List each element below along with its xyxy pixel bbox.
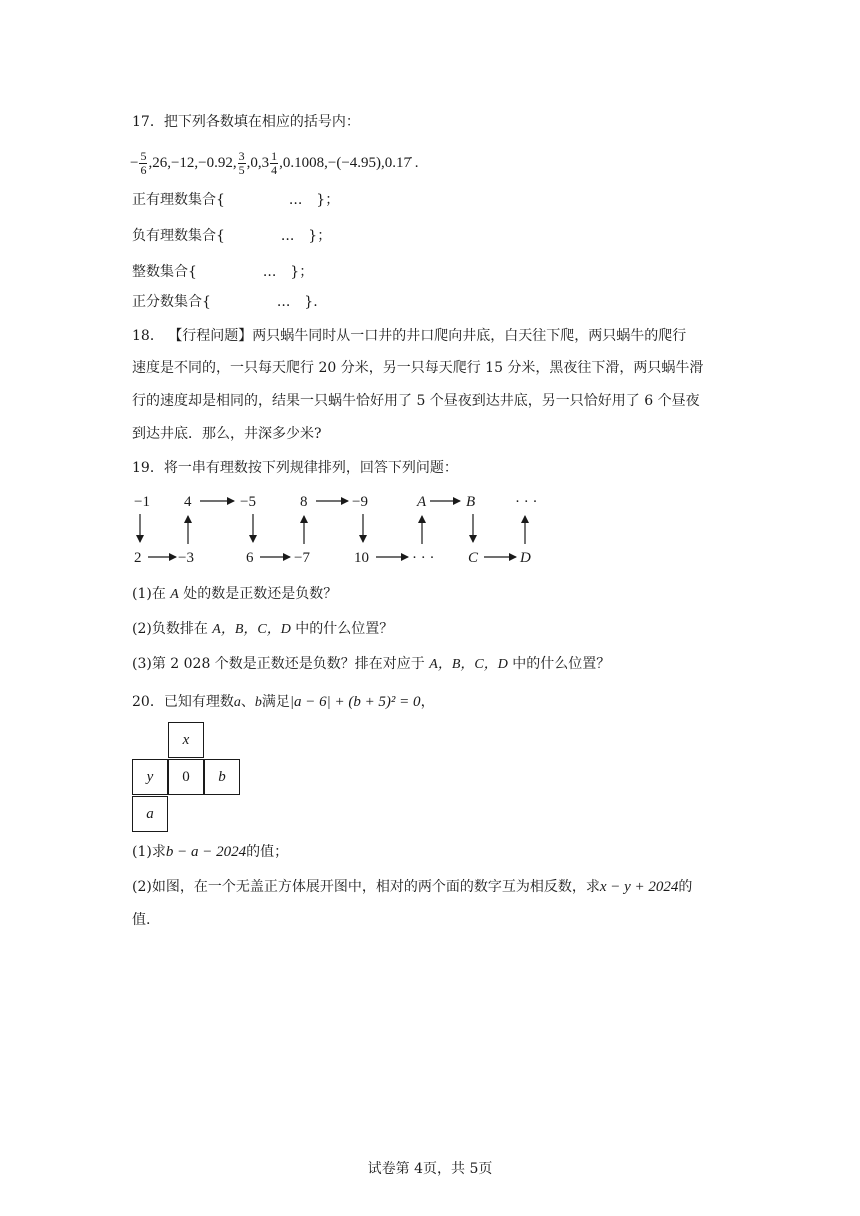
set-negative-rational: 负有理数集合{ ... }； [132,228,332,244]
equation: |a − 6| + (b + 5)² = 0 [289,694,421,710]
seq-top-3: −5 [240,494,256,510]
seq-bottom-5: 10 [354,550,369,566]
net-cell-center: 0 [168,759,204,795]
fraction: $\frac{3}{5}$ [238,149,245,177]
seq-bottom-D: D [520,550,531,566]
q19-title: 19．将一串有理数按下列规律排列，回答下列问题： [132,460,458,476]
q18-line-2: 速度是不同的，一只每天爬行 20 分米，另一只每天爬行 15 分米，黑夜往下滑，两只蜗牛滑 [132,360,704,376]
net-cell-right: b [204,759,240,795]
q20-sub2-line2: 值. [132,912,151,928]
q17-number-list: − $\frac{5}{6}$ ,26,−12,−0.92, $\frac{3}{5}$ ,0,3 $\frac{1}{4}$ ,0.1008,−(−4.95),0.17̇ . [130,149,419,177]
q20-title: 20．已知有理数a、b满足|a − 6| + (b + 5)² = 0， [132,694,435,710]
seq-bottom-2: −3 [178,550,194,566]
page-footer: 试卷第 4页，共 5页 [367,1161,493,1177]
net-cell-bottom: a [132,796,168,832]
seq-bottom-C: C [468,550,479,566]
fraction: $\frac{1}{4}$ [271,149,278,177]
q17-title: 17．把下列各数填在相应的括号内： [132,114,360,130]
q19-sub1: (1)在 A 处的数是正数还是负数？ [132,586,338,602]
q18-line-1: 18． 【行程问题】两只蜗牛同时从一口井的井口爬向井底，白天往下爬，两只蜗牛的爬行 [132,328,687,344]
fraction: $\frac{5}{6}$ [140,149,147,177]
q19-sub3: (3)第 2 028 个数是正数还是负数？排在对应于 A，B，C，D 中的什么位置？ [132,656,611,672]
seq-top-1: −1 [134,494,150,510]
seq-bottom-4: −7 [294,550,310,566]
seq-bottom-3: 6 [246,550,254,566]
seq-top-5: −9 [352,494,368,510]
net-cell-left: y [132,759,168,795]
seq-bottom-ellipsis: · · · [412,550,435,566]
q20-sub2: (2)如图，在一个无盖正方体展开图中，相对的两个面的数字互为相反数，求x − y + 2024的 [132,879,693,895]
q19-sub2: (2)负数排在 A，B，C，D 中的什么位置？ [132,621,394,637]
q20-sub1: (1)求b − a − 2024的值； [132,844,289,860]
seq-top-B: B [466,494,476,510]
q18-line-3: 行的速度却是相同的，结果一只蜗牛恰好用了 5 个昼夜到达井底，另一只恰好用了 6 个昼夜 [132,393,700,409]
seq-top-2: 4 [184,494,192,510]
seq-top-ellipsis: · · · [515,494,538,510]
number-sequence-diagram [130,488,550,570]
seq-bottom-1: 2 [134,550,142,566]
net-cell-top: x [168,722,204,758]
set-positive-rational: 正有理数集合{ ... }； [132,192,340,208]
seq-top-4: 8 [300,494,308,510]
q18-line-4: 到达井底．那么，井深多少米? [132,426,322,442]
set-positive-fractions: 正分数集合{ ... }. [132,294,318,310]
seq-top-A: A [417,494,427,510]
set-integers: 整数集合{ ... }； [132,264,314,280]
